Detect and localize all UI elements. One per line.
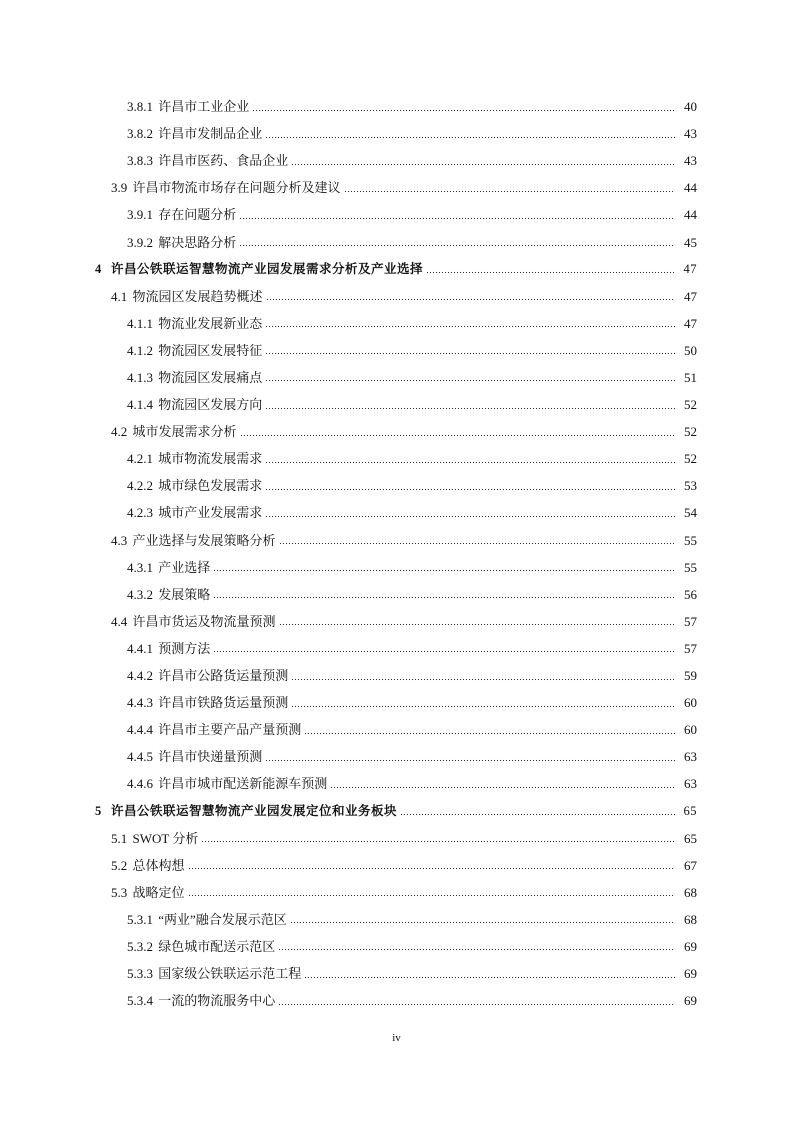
dot-leader <box>278 996 675 1006</box>
toc-entry-title: 城市物流发展需求 <box>158 451 263 467</box>
toc-entry-title: 城市绿色发展需求 <box>158 478 263 494</box>
dot-leader <box>201 833 675 843</box>
dot-leader <box>265 752 675 762</box>
toc-entry-number: 4.2.3 <box>127 505 153 521</box>
toc-entry-title: 许昌市发制品企业 <box>158 126 263 142</box>
toc-entry-label <box>127 479 265 492</box>
toc-entry-label <box>95 805 400 818</box>
dot-leader <box>240 427 675 437</box>
toc-entry-label <box>111 832 201 845</box>
dot-leader <box>265 454 675 464</box>
toc-entry-page: 50 <box>684 342 697 358</box>
toc-entry-page: 45 <box>684 234 697 250</box>
toc-entry-label <box>127 588 213 601</box>
toc-entry-page: 63 <box>684 749 697 765</box>
toc-entry-page: 69 <box>684 993 697 1009</box>
dot-leader <box>279 616 675 626</box>
toc-entry-number: 5.3.2 <box>127 938 153 954</box>
dot-leader <box>213 562 675 572</box>
toc-entry-title: 国家级公铁联运示范工程 <box>158 966 302 982</box>
toc-entry-page: 52 <box>684 451 697 467</box>
dot-leader <box>291 156 675 166</box>
toc-entry-number: 4.4.1 <box>127 640 153 656</box>
toc-entry[interactable] <box>0 852 793 879</box>
toc-entry-title: 许昌市铁路货运量预测 <box>158 695 289 711</box>
toc-entry-title: 城市发展需求分析 <box>132 424 237 440</box>
toc-entry-page: 60 <box>684 695 697 711</box>
toc-entry[interactable] <box>0 689 793 716</box>
toc-entry-label <box>111 534 279 547</box>
toc-entry[interactable] <box>0 797 793 824</box>
dot-leader <box>278 941 675 951</box>
toc-entry-label <box>127 452 265 465</box>
toc-entry-page: 44 <box>684 207 697 223</box>
dot-leader <box>330 779 675 789</box>
toc-entry-page: 47 <box>683 261 697 276</box>
dot-leader <box>400 806 675 816</box>
toc-entry-page: 55 <box>684 559 697 575</box>
toc-entry-label <box>111 425 240 438</box>
toc-entry-title: 绿色城市配送示范区 <box>158 938 276 954</box>
toc-entry-page: 57 <box>684 640 697 656</box>
toc-entry-title: 发展策略 <box>158 586 211 602</box>
toc-entry-label <box>127 154 291 167</box>
toc-entry-title: 物流业发展新业态 <box>158 315 263 331</box>
toc-entry-title: 物流园区发展痛点 <box>158 369 263 385</box>
toc-entry-title: 产业选择与发展策略分析 <box>132 532 276 548</box>
toc-entry[interactable] <box>0 906 793 933</box>
toc-entry[interactable] <box>0 120 793 147</box>
dot-leader <box>213 589 675 599</box>
toc-entry-label <box>127 127 265 140</box>
toc-entry-number: 3.8.3 <box>127 153 153 169</box>
toc-entry-page: 51 <box>684 369 697 385</box>
toc-entry-label <box>95 263 426 276</box>
toc-entry-number: 4.4.6 <box>127 776 153 792</box>
toc-entry-title: 物流园区发展趋势概述 <box>132 288 263 304</box>
toc-entry-page: 56 <box>684 586 697 602</box>
toc-entry-number: 4.2 <box>111 424 128 440</box>
toc-entry-number: 5.3.3 <box>127 966 153 982</box>
toc-entry-page: 63 <box>684 776 697 792</box>
toc-entry-label <box>127 208 239 221</box>
toc-entry[interactable] <box>0 364 793 391</box>
toc-entry-number: 5.1 <box>111 830 128 846</box>
toc-entry-title: 解决思路分析 <box>158 234 237 250</box>
dot-leader <box>266 291 675 301</box>
toc-entry[interactable] <box>0 716 793 743</box>
toc-entry-number: 4.4.4 <box>127 722 153 738</box>
toc-entry[interactable] <box>0 554 793 581</box>
toc-entry[interactable] <box>0 256 793 283</box>
toc-entry-number: 4.4 <box>111 613 128 629</box>
toc-entry[interactable] <box>0 987 793 1014</box>
toc-entry-number: 3.9.1 <box>127 207 153 223</box>
toc-entry-number: 4 <box>95 261 102 276</box>
toc-entry-label <box>127 100 252 113</box>
toc-entry-number: 5.3 <box>111 884 128 900</box>
toc-entry-page: 52 <box>684 397 697 413</box>
toc-entry-page: 47 <box>684 315 697 331</box>
dot-leader <box>188 887 675 897</box>
toc-entry-number: 4.2.1 <box>127 451 153 467</box>
toc-entry[interactable] <box>0 472 793 499</box>
toc-entry-number: 4.4.3 <box>127 695 153 711</box>
toc-entry-page: 67 <box>684 857 697 873</box>
toc-entry-page: 59 <box>684 668 697 684</box>
toc-entry-title: 许昌市工业企业 <box>158 99 250 115</box>
toc-entry[interactable] <box>0 635 793 662</box>
toc-entry-label <box>127 750 265 763</box>
toc-entry-page: 57 <box>684 613 697 629</box>
toc-entry[interactable] <box>0 174 793 201</box>
toc-entry-number: 4.1 <box>111 288 128 304</box>
toc-entry-title: 预测方法 <box>158 640 211 656</box>
toc-entry[interactable] <box>0 445 793 472</box>
toc-entry[interactable] <box>0 337 793 364</box>
dot-leader <box>265 372 675 382</box>
dot-leader <box>290 914 675 924</box>
toc-entry-label <box>127 777 330 790</box>
toc-entry-number: 3.9 <box>111 180 128 196</box>
toc-entry-label <box>111 859 188 872</box>
toc-entry[interactable] <box>0 770 793 797</box>
toc-entry-title: 总体构想 <box>132 857 185 873</box>
toc-entry-number: 4.3.1 <box>127 559 153 575</box>
toc-entry-label <box>127 236 239 249</box>
toc-entry-page: 60 <box>684 722 697 738</box>
dot-leader <box>239 210 675 220</box>
toc-entry-title: SWOT 分析 <box>132 830 199 846</box>
toc-entry-label <box>111 615 279 628</box>
dot-leader <box>265 345 675 355</box>
toc-entry-page: 69 <box>684 966 697 982</box>
dot-leader <box>291 671 675 681</box>
toc-entry-label <box>127 642 213 655</box>
toc-entry-title: 许昌市城市配送新能源车预测 <box>158 776 328 792</box>
toc-entry-title: 一流的物流服务中心 <box>158 993 276 1009</box>
toc-entry-number: 5.3.4 <box>127 993 153 1009</box>
toc-entry-number: 4.1.4 <box>127 397 153 413</box>
toc-entry[interactable] <box>0 825 793 852</box>
dot-leader <box>188 860 675 870</box>
toc-entry-number: 4.2.2 <box>127 478 153 494</box>
toc-entry[interactable] <box>0 283 793 310</box>
toc-entry[interactable] <box>0 581 793 608</box>
toc-entry-label <box>127 669 291 682</box>
toc-entry-title: 物流园区发展特征 <box>158 342 263 358</box>
toc-entry-page: 44 <box>684 180 697 196</box>
toc-entry[interactable] <box>0 147 793 174</box>
toc-entry-page: 65 <box>683 803 697 818</box>
toc-entry[interactable] <box>0 201 793 228</box>
toc-entry[interactable] <box>0 499 793 526</box>
toc-entry-label <box>127 967 304 980</box>
toc-entry-number: 3.8.2 <box>127 126 153 142</box>
toc-entry-label <box>127 940 278 953</box>
dot-leader <box>265 318 675 328</box>
toc-entry-title: 许昌市货运及物流量预测 <box>132 613 276 629</box>
toc-entry-title: 许昌市公路货运量预测 <box>158 668 289 684</box>
toc-entry-page: 47 <box>684 288 697 304</box>
toc-entry[interactable] <box>0 93 793 120</box>
page-number: iv <box>392 1032 401 1044</box>
toc-entry-number: 5.2 <box>111 857 128 873</box>
toc-entry-number: 5 <box>95 803 102 818</box>
dot-leader <box>279 535 675 545</box>
toc-entry-label <box>111 290 266 303</box>
dot-leader <box>265 129 675 139</box>
toc-entry-number: 4.1.1 <box>127 315 153 331</box>
toc-entry-label <box>127 506 265 519</box>
toc-entry-label <box>111 181 344 194</box>
toc-entry-title: 产业选择 <box>158 559 211 575</box>
toc-entry-title: 许昌公铁联运智慧物流产业园发展定位和业务板块 <box>111 803 398 818</box>
dot-leader <box>213 643 675 653</box>
toc-entry[interactable] <box>0 310 793 337</box>
toc-entry-page: 43 <box>684 126 697 142</box>
dot-leader <box>304 725 675 735</box>
toc-entry-number: 3.8.1 <box>127 99 153 115</box>
toc-entry-title: 许昌市物流市场存在问题分析及建议 <box>132 180 341 196</box>
toc-entry[interactable] <box>0 527 793 554</box>
toc-entry-page: 40 <box>684 99 697 115</box>
toc-entry-label <box>127 317 265 330</box>
toc-entry-page: 53 <box>684 478 697 494</box>
toc-entry-number: 4.4.5 <box>127 749 153 765</box>
table-of-contents <box>0 93 793 1014</box>
toc-entry-title: 许昌公铁联运智慧物流产业园发展需求分析及产业选择 <box>111 261 424 276</box>
toc-entry-number: 5.3.1 <box>127 911 153 927</box>
dot-leader <box>344 183 675 193</box>
dot-leader <box>252 102 675 112</box>
toc-entry-title: 物流园区发展方向 <box>158 397 263 413</box>
toc-entry-label <box>111 886 188 899</box>
toc-entry[interactable] <box>0 228 793 255</box>
toc-entry-title: 许昌市医药、食品企业 <box>158 153 289 169</box>
toc-entry[interactable] <box>0 743 793 770</box>
toc-entry-label <box>127 696 291 709</box>
dot-leader <box>291 698 675 708</box>
toc-entry-label <box>127 398 265 411</box>
toc-entry-label <box>127 371 265 384</box>
toc-entry-title: 许昌市主要产品产量预测 <box>158 722 302 738</box>
dot-leader <box>265 400 675 410</box>
toc-entry-label <box>127 913 290 926</box>
toc-entry-number: 4.3 <box>111 532 128 548</box>
dot-leader <box>265 508 675 518</box>
toc-entry-number: 4.3.2 <box>127 586 153 602</box>
toc-entry-label <box>127 994 278 1007</box>
toc-entry[interactable] <box>0 960 793 987</box>
toc-entry-number: 4.4.2 <box>127 668 153 684</box>
toc-entry[interactable] <box>0 391 793 418</box>
toc-entry-title: 存在问题分析 <box>158 207 237 223</box>
dot-leader <box>239 237 675 247</box>
dot-leader <box>426 264 675 274</box>
toc-entry-page: 52 <box>684 424 697 440</box>
toc-entry-number: 4.1.3 <box>127 369 153 385</box>
toc-entry-page: 65 <box>684 830 697 846</box>
toc-entry-number: 4.1.2 <box>127 342 153 358</box>
toc-entry[interactable] <box>0 933 793 960</box>
toc-entry-page: 54 <box>684 505 697 521</box>
toc-entry-title: “两业”融合发展示范区 <box>158 911 287 927</box>
toc-entry-title: 许昌市快递量预测 <box>158 749 263 765</box>
toc-entry[interactable] <box>0 608 793 635</box>
toc-entry[interactable] <box>0 879 793 906</box>
toc-entry-label <box>127 561 213 574</box>
toc-entry-label <box>127 723 304 736</box>
dot-leader <box>265 481 675 491</box>
toc-entry-title: 战略定位 <box>132 884 185 900</box>
toc-entry-label <box>127 344 265 357</box>
toc-entry-title: 城市产业发展需求 <box>158 505 263 521</box>
toc-entry-page: 43 <box>684 153 697 169</box>
toc-entry-page: 68 <box>684 911 697 927</box>
toc-entry[interactable] <box>0 418 793 445</box>
toc-entry-number: 3.9.2 <box>127 234 153 250</box>
toc-entry-page: 69 <box>684 938 697 954</box>
dot-leader <box>304 969 675 979</box>
toc-entry[interactable] <box>0 662 793 689</box>
toc-entry-page: 68 <box>684 884 697 900</box>
toc-entry-page: 55 <box>684 532 697 548</box>
